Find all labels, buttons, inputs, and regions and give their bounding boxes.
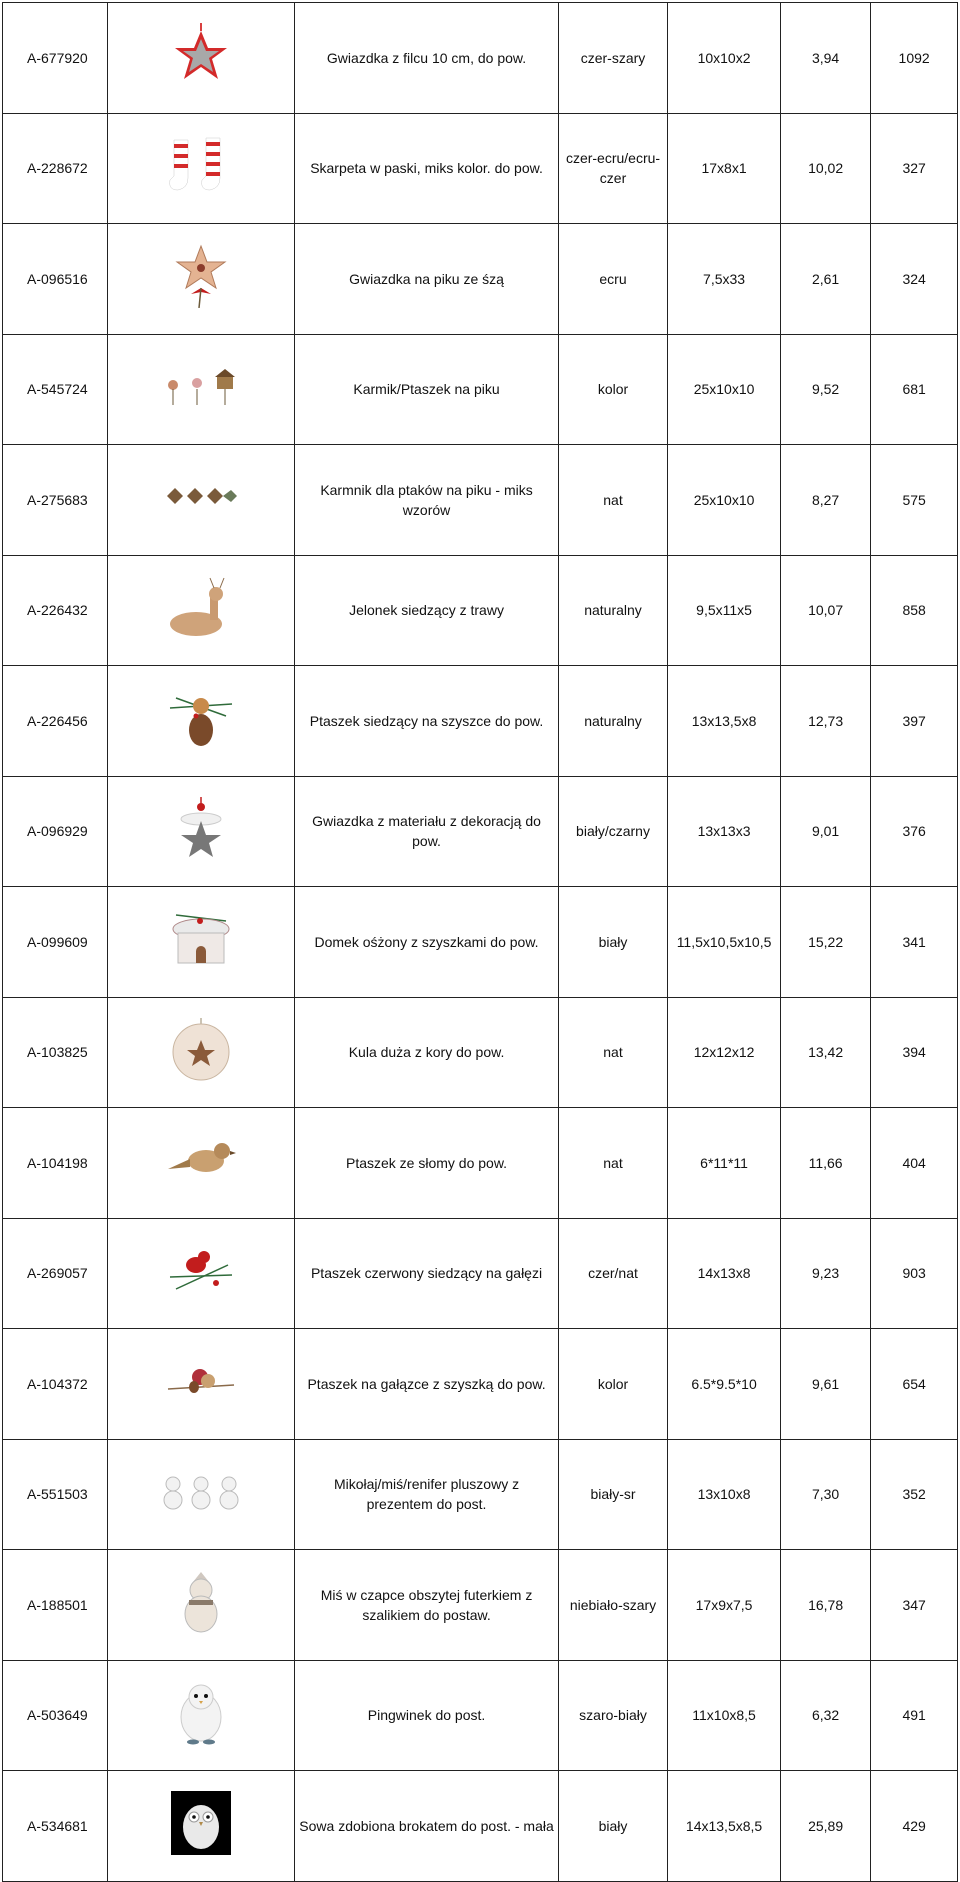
product-code: A-104372: [3, 1329, 108, 1440]
product-price: 2,61: [780, 224, 870, 335]
product-name: Ptaszek siedzący na szyszce do pow.: [295, 666, 559, 777]
product-image: [112, 686, 291, 755]
product-code: A-096929: [3, 776, 108, 887]
product-image-cell: [107, 3, 295, 114]
product-dimensions: 17x8x1: [668, 113, 781, 224]
penguin-figure-icon: [173, 1681, 229, 1745]
fabric-star-ornament-icon: [173, 797, 229, 861]
table-row: [3, 3, 958, 114]
product-code: A-503649: [3, 1660, 108, 1771]
product-code: A-226432: [3, 555, 108, 666]
felt-star-ornament-icon: [169, 23, 233, 87]
product-quantity: 491: [871, 1660, 958, 1771]
product-image: [112, 1241, 291, 1306]
straw-bird-ornament-icon: [164, 1135, 238, 1185]
product-name: Ptaszek na gałązce z szyszką do pow.: [295, 1329, 559, 1440]
product-quantity: 903: [871, 1218, 958, 1329]
product-color: szaro-biały: [558, 1660, 667, 1771]
product-image-cell: [107, 1218, 295, 1329]
product-code: A-226456: [3, 666, 108, 777]
product-price: 3,94: [780, 3, 870, 114]
product-image: [112, 1791, 291, 1860]
product-name: Gwiazdka na piku ze śzą: [295, 224, 559, 335]
product-name: Karmnik dla ptaków na piku - miks wzorów: [295, 445, 559, 556]
red-bird-on-branch-icon: [166, 1241, 236, 1301]
product-price: 7,30: [780, 1439, 870, 1550]
product-color: naturalny: [558, 666, 667, 777]
product-color: ecru: [558, 224, 667, 335]
product-quantity: 327: [871, 113, 958, 224]
product-image-cell: [107, 1439, 295, 1550]
product-quantity: 858: [871, 555, 958, 666]
bird-feeder-picks-icon: [161, 482, 241, 512]
product-quantity: 681: [871, 334, 958, 445]
product-name: Karmik/Ptaszek na piku: [295, 334, 559, 445]
product-color: biały/czarny: [558, 776, 667, 887]
bird-on-twig-with-cone-icon: [164, 1359, 238, 1403]
product-price: 9,01: [780, 776, 870, 887]
star-pick-with-bow-icon: [173, 244, 229, 308]
table-row: [3, 666, 958, 777]
product-code: A-677920: [3, 3, 108, 114]
product-color: czer-ecru/ecru-czer: [558, 113, 667, 224]
product-name: Gwiazdka z materiału z dekoracją do pow.: [295, 776, 559, 887]
product-quantity: 324: [871, 224, 958, 335]
product-price: 8,27: [780, 445, 870, 556]
product-code: A-228672: [3, 113, 108, 224]
product-image: [112, 244, 291, 313]
product-price: 9,61: [780, 1329, 870, 1440]
striped-stockings-ornament-icon: [166, 134, 236, 198]
product-color: biały-sr: [558, 1439, 667, 1550]
product-price: 11,66: [780, 1108, 870, 1219]
product-name: Mikołaj/miś/renifer pluszowy z prezentem do post.: [295, 1439, 559, 1550]
product-name: Domek ośżony z szyszkami do pow.: [295, 887, 559, 998]
product-name: Kula duża z kory do pow.: [295, 997, 559, 1108]
product-color: kolor: [558, 1329, 667, 1440]
product-price: 9,52: [780, 334, 870, 445]
product-dimensions: 25x10x10: [668, 445, 781, 556]
product-price: 10,02: [780, 113, 870, 224]
product-code: A-269057: [3, 1218, 108, 1329]
product-price: 13,42: [780, 997, 870, 1108]
product-color: niebiało-szary: [558, 1550, 667, 1661]
product-code: A-096516: [3, 224, 108, 335]
product-image: [112, 1018, 291, 1087]
product-quantity: 429: [871, 1771, 958, 1882]
product-quantity: 1092: [871, 3, 958, 114]
product-image: [112, 367, 291, 412]
product-image: [112, 907, 291, 976]
product-color: biały: [558, 887, 667, 998]
product-dimensions: 10x10x2: [668, 3, 781, 114]
product-image-cell: [107, 224, 295, 335]
product-image-cell: [107, 776, 295, 887]
product-name: Skarpeta w paski, miks kolor. do pow.: [295, 113, 559, 224]
product-quantity: 376: [871, 776, 958, 887]
product-image: [112, 134, 291, 203]
product-code: A-188501: [3, 1550, 108, 1661]
product-image-cell: [107, 445, 295, 556]
product-dimensions: 6.5*9.5*10: [668, 1329, 781, 1440]
product-color: kolor: [558, 334, 667, 445]
product-dimensions: 11,5x10,5x10,5: [668, 887, 781, 998]
product-image: [112, 576, 291, 645]
product-name: Ptaszek ze słomy do pow.: [295, 1108, 559, 1219]
product-dimensions: 13x13x3: [668, 776, 781, 887]
glitter-owl-figure-icon: [171, 1791, 231, 1855]
product-quantity: 654: [871, 1329, 958, 1440]
bark-ball-ornament-icon: [169, 1018, 233, 1082]
table-row: [3, 334, 958, 445]
plush-figures-with-gifts-icon: [161, 1472, 241, 1512]
product-color: czer-szary: [558, 3, 667, 114]
product-table-body: [3, 3, 958, 1882]
product-code: A-099609: [3, 887, 108, 998]
product-quantity: 394: [871, 997, 958, 1108]
product-image-cell: [107, 1550, 295, 1661]
table-row: [3, 1550, 958, 1661]
product-price: 12,73: [780, 666, 870, 777]
product-price: 25,89: [780, 1771, 870, 1882]
product-image: [112, 1359, 291, 1408]
product-name: Sowa zdobiona brokatem do post. - mała: [295, 1771, 559, 1882]
table-row: [3, 113, 958, 224]
product-image: [112, 1570, 291, 1639]
table-row: [3, 1771, 958, 1882]
product-image-cell: [107, 997, 295, 1108]
product-quantity: 341: [871, 887, 958, 998]
table-row: [3, 1329, 958, 1440]
sitting-straw-deer-icon: [166, 576, 236, 640]
product-name: Miś w czapce obszytej futerkiem z szalikiem do postaw.: [295, 1550, 559, 1661]
product-color: nat: [558, 997, 667, 1108]
product-image-cell: [107, 1329, 295, 1440]
product-code: A-103825: [3, 997, 108, 1108]
table-row: [3, 1439, 958, 1550]
product-price: 9,23: [780, 1218, 870, 1329]
product-dimensions: 14x13,5x8,5: [668, 1771, 781, 1882]
product-image-cell: [107, 1108, 295, 1219]
product-image-cell: [107, 113, 295, 224]
product-image: [112, 797, 291, 866]
product-image-cell: [107, 887, 295, 998]
product-name: Gwiazdka z filcu 10 cm, do pow.: [295, 3, 559, 114]
product-dimensions: 13x13,5x8: [668, 666, 781, 777]
product-image-cell: [107, 1771, 295, 1882]
product-quantity: 397: [871, 666, 958, 777]
table-row: [3, 776, 958, 887]
product-color: nat: [558, 1108, 667, 1219]
product-image-cell: [107, 666, 295, 777]
snowy-house-ornament-icon: [166, 907, 236, 971]
product-name: Jelonek siedzący z trawy: [295, 555, 559, 666]
product-color: biały: [558, 1771, 667, 1882]
product-table: [2, 2, 958, 1882]
product-quantity: 347: [871, 1550, 958, 1661]
product-dimensions: 7,5x33: [668, 224, 781, 335]
table-row: [3, 997, 958, 1108]
product-dimensions: 25x10x10: [668, 334, 781, 445]
product-image-cell: [107, 555, 295, 666]
product-code: A-104198: [3, 1108, 108, 1219]
teddy-bear-in-hat-icon: [171, 1570, 231, 1634]
product-dimensions: 9,5x11x5: [668, 555, 781, 666]
product-code: A-545724: [3, 334, 108, 445]
table-row: [3, 1218, 958, 1329]
product-dimensions: 14x13x8: [668, 1218, 781, 1329]
product-quantity: 352: [871, 1439, 958, 1550]
table-row: [3, 1660, 958, 1771]
product-code: A-551503: [3, 1439, 108, 1550]
product-dimensions: 13x10x8: [668, 1439, 781, 1550]
product-quantity: 404: [871, 1108, 958, 1219]
table-row: [3, 224, 958, 335]
product-dimensions: 11x10x8,5: [668, 1660, 781, 1771]
birdhouse-picks-icon: [161, 367, 241, 407]
table-row: [3, 445, 958, 556]
bird-on-pinecone-icon: [166, 686, 236, 750]
product-color: czer/nat: [558, 1218, 667, 1329]
product-dimensions: 6*11*11: [668, 1108, 781, 1219]
product-code: A-534681: [3, 1771, 108, 1882]
product-price: 10,07: [780, 555, 870, 666]
table-row: [3, 887, 958, 998]
product-color: nat: [558, 445, 667, 556]
product-quantity: 575: [871, 445, 958, 556]
product-name: Pingwinek do post.: [295, 1660, 559, 1771]
table-row: [3, 1108, 958, 1219]
table-row: [3, 555, 958, 666]
product-code: A-275683: [3, 445, 108, 556]
product-image: [112, 1681, 291, 1750]
product-dimensions: 12x12x12: [668, 997, 781, 1108]
product-image: [112, 1472, 291, 1517]
product-price: 16,78: [780, 1550, 870, 1661]
product-color: naturalny: [558, 555, 667, 666]
product-price: 6,32: [780, 1660, 870, 1771]
product-price: 15,22: [780, 887, 870, 998]
product-dimensions: 17x9x7,5: [668, 1550, 781, 1661]
product-image-cell: [107, 334, 295, 445]
product-image-cell: [107, 1660, 295, 1771]
product-image: [112, 23, 291, 92]
product-image: [112, 482, 291, 517]
product-image: [112, 1135, 291, 1190]
product-name: Ptaszek czerwony siedzący na gałęzi: [295, 1218, 559, 1329]
